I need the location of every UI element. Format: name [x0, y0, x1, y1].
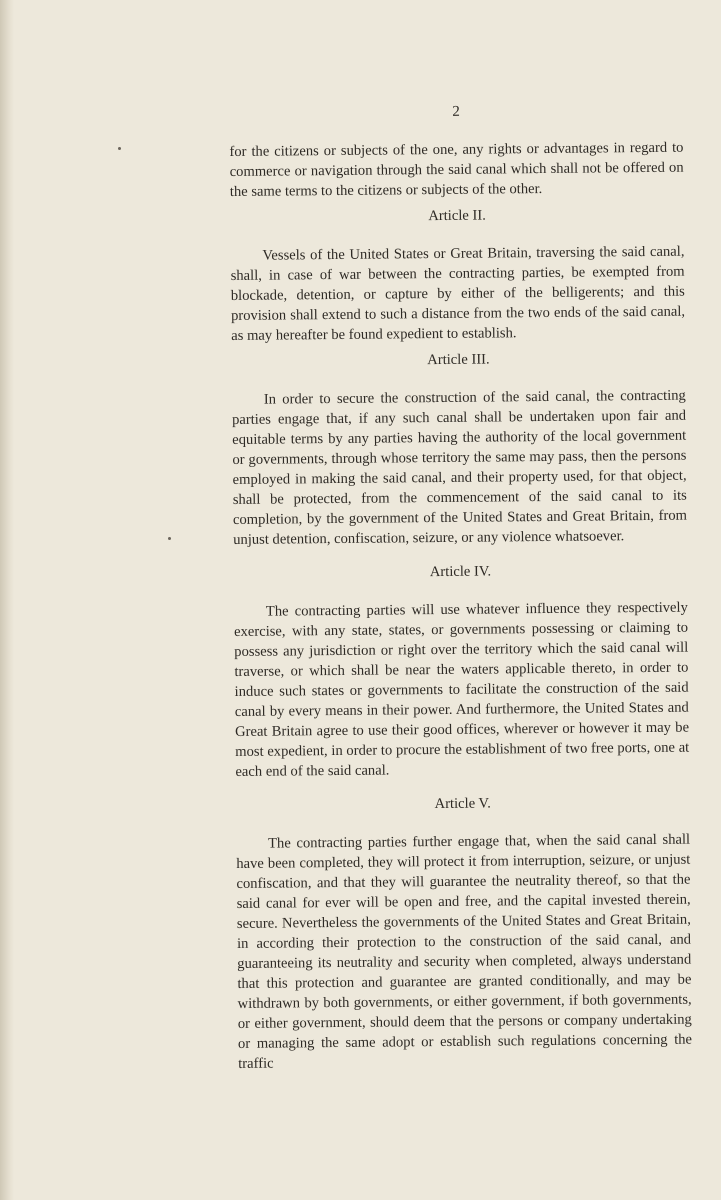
page-number: 2	[452, 103, 460, 120]
binding-shadow	[0, 0, 14, 1200]
continuation-paragraph: for the citizens or subjects of the one, any rights or advantages in regard to commerce or navigation through the said canal which shall not be offered on the same terms to the citizens or subjects of the other.	[229, 139, 684, 200]
paper-speck	[118, 147, 121, 150]
article-2-paragraph: Vessels of the United States or Great Britain, traversing the said canal, shall, in case of war between the contracting parties, be exempted from blockade, detention, or capture by either of the belligerents; and this provision shall extend to such a distance from the two ends of the said canal, as may hereafter be found expedient to establish.	[230, 243, 686, 344]
article-4-heading: Article IV.	[429, 563, 492, 581]
paper-speck	[168, 537, 171, 540]
article-3-paragraph: In order to secure the construction of the said canal, the contracting parties engage that, if any such canal shall be undertaken upon fair and equitable terms by any parties having the authority of the local government or governments, through whose territory the same may pass, then the persons employed in making the said canal, and their property used, for that object, shall be protected, from the commencement of the said canal to its completion, by the government of the United States and Great Britain, from unjust detention, confiscation, seizure, or any violence whatsoever.	[231, 387, 688, 548]
article-2-heading: Article II.	[428, 207, 486, 225]
article-4-paragraph: The contracting parties will use whatever influence they respectively exercise, with any state, states, or governments possessing or claiming to possess any jurisdiction or right over the territory which the said canal will traverse, or which shall be near the waters applicable thereto, in order to induce such states or governments to facilitate the construction of the said canal by every means in their power. And furthermore, the United States and Great Britain agree to use their good offices, wherever or however it may be most expedient, in order to procure the establishment of two free ports, one at each end of the said canal.	[233, 599, 690, 780]
article-5-paragraph: The contracting parties further engage that, when the said canal shall have been completed, they will protect it from interruption, seizure, or unjust confiscation, and that they will guarantee the neutrality thereof, so that the said canal for ever will be open and free, and the capital invested therein, secure. Nevertheless the governments of the United States and Great Britain, in according their protection to the construction of the said canal, and guaranteeing its neutrality and security when completed, always understand that this protection and guarantee are granted conditionally, and may be withdrawn by both governments, or either government, if both governments, or either government, should deem that the persons or company undertaking or managing the same adopt or establish such regulations concerning the traffic	[236, 831, 693, 1072]
article-5-heading: Article V.	[434, 795, 491, 813]
text-column	[229, 100, 692, 1074]
article-3-heading: Article III.	[427, 351, 490, 369]
